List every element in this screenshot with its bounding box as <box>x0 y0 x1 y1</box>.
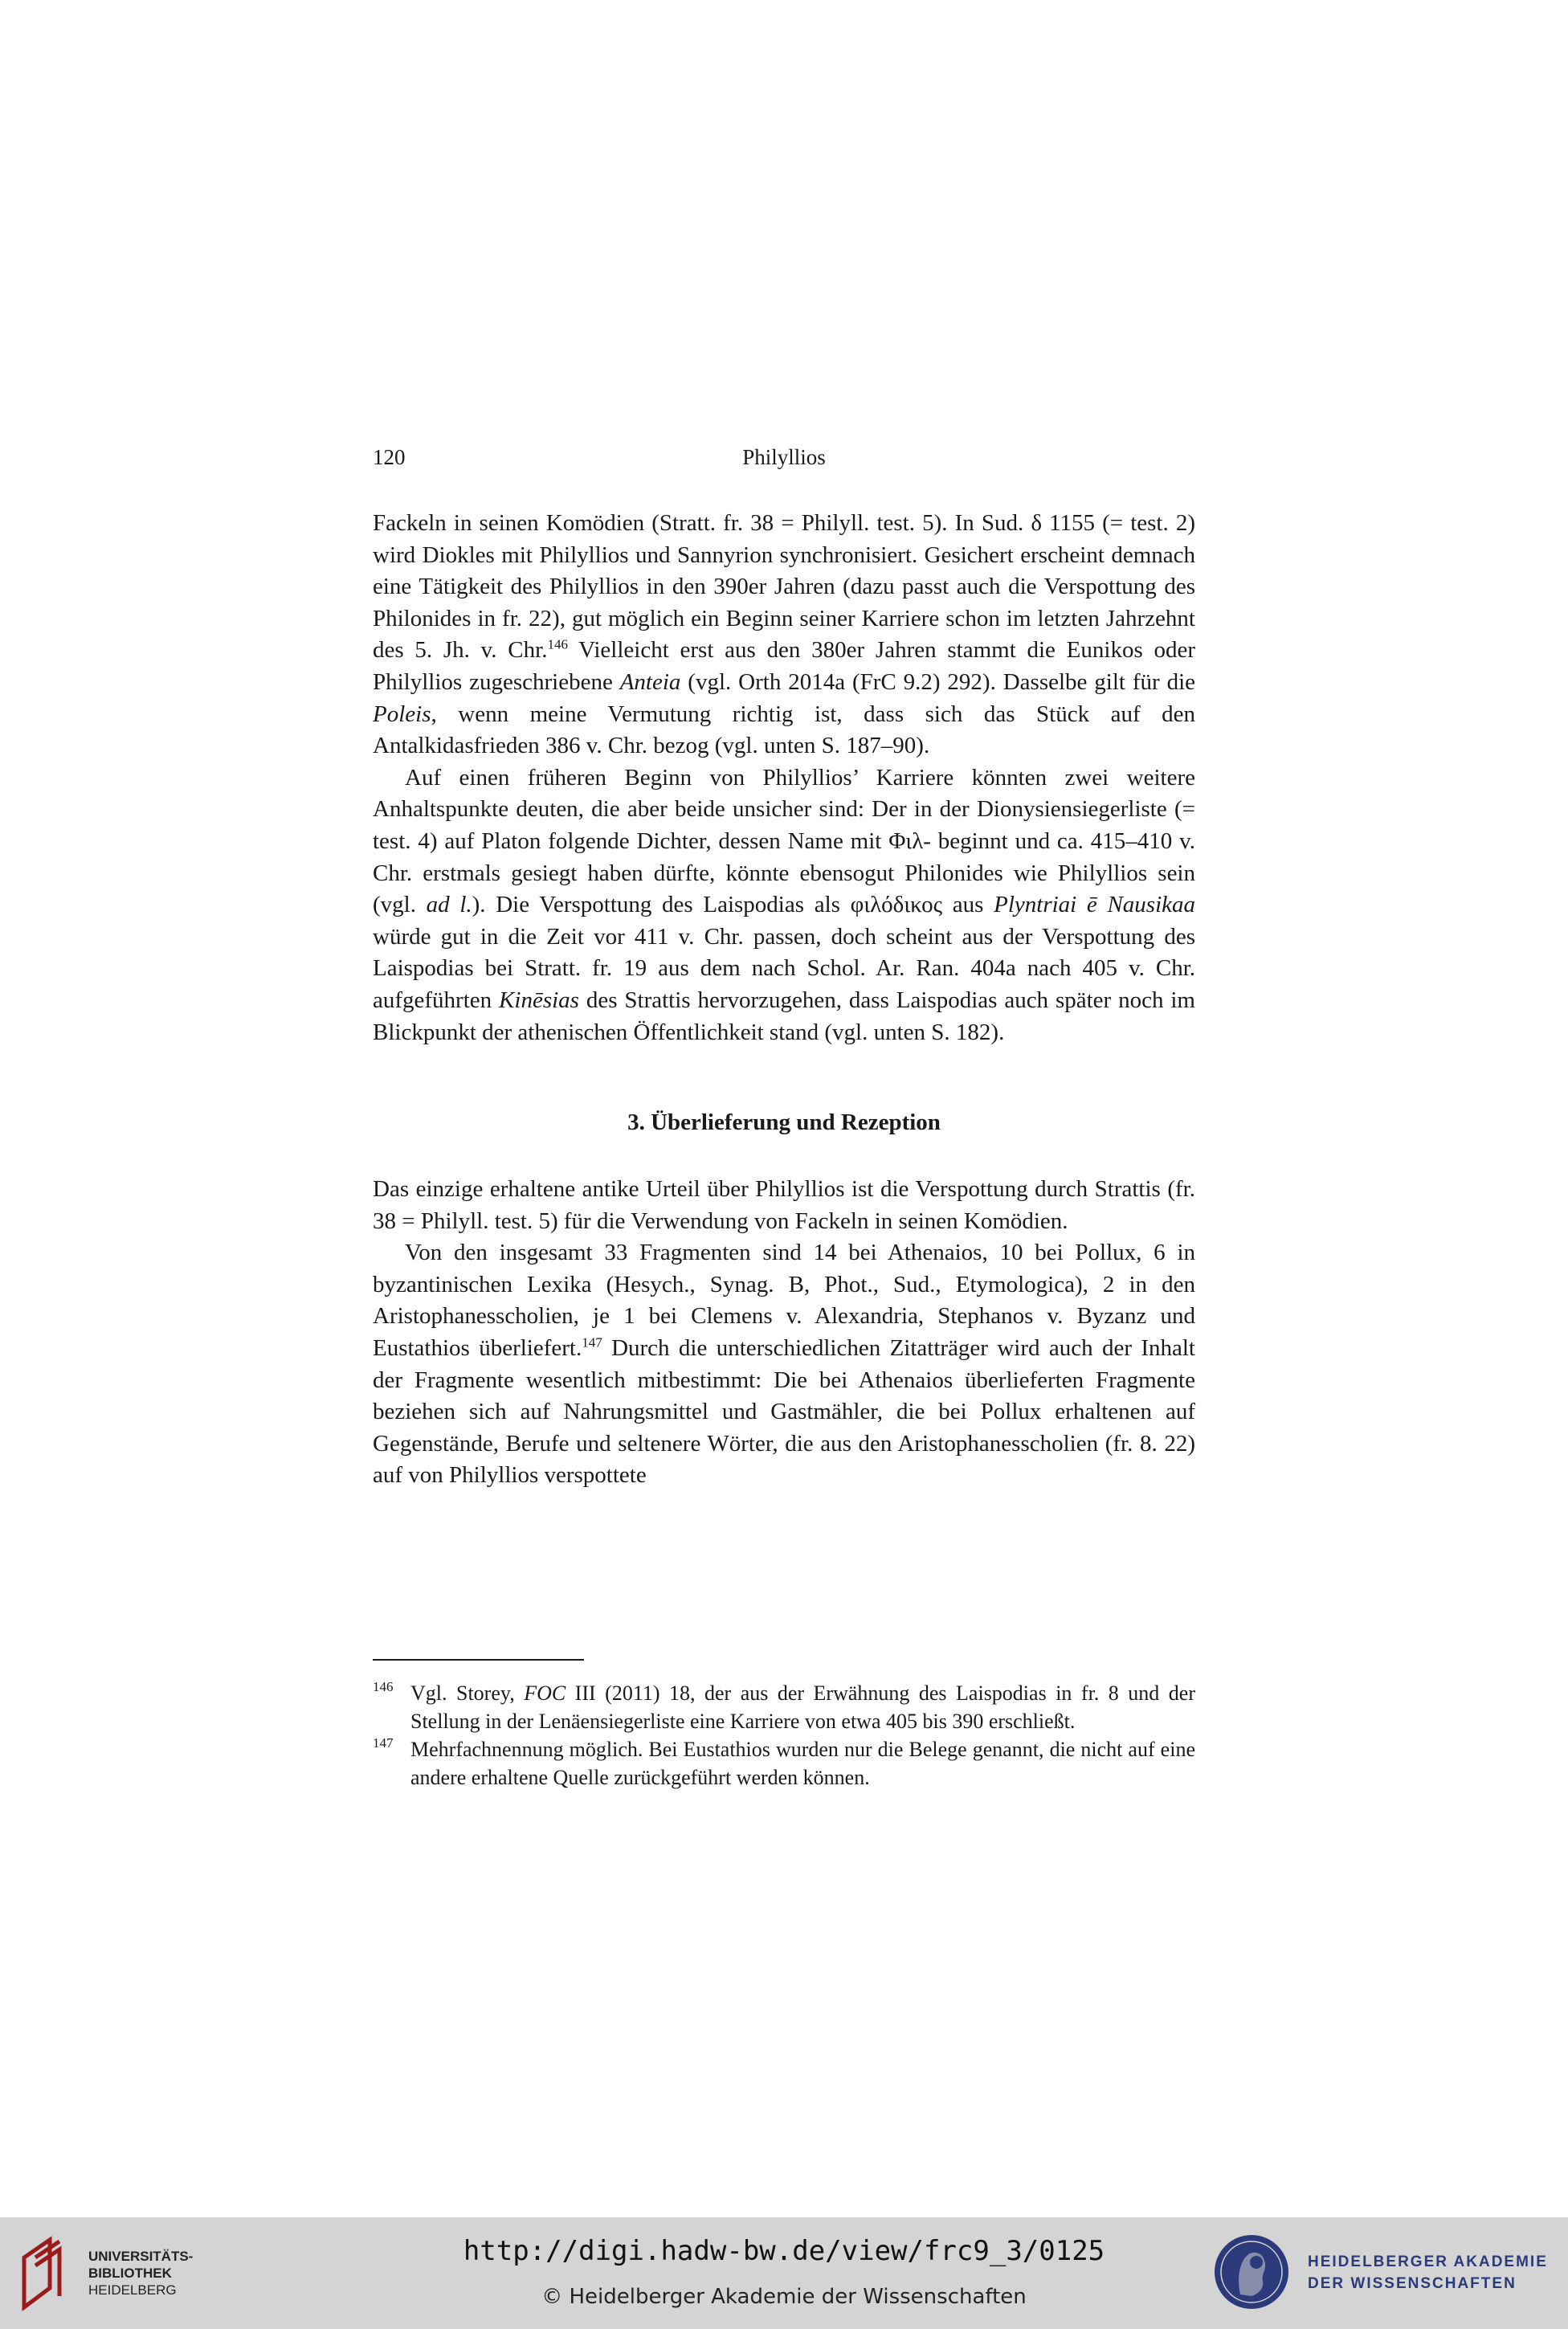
viewer-footer <box>0 2217 1568 2329</box>
footnote-number: 147 <box>373 1735 394 1751</box>
paragraph: Fackeln in seinen Komödien (Stratt. fr. 38 = Philyll. test. 5). In Sud. δ 1155 (= test. 2) wird Diokles mit Philyllios und Sannyrion synchronisiert. Gesichert erscheint demnach eine Tätigkeit des Philyllios in den 390er Jahren (dazu passt auch die Verspottung des Philonides in fr. 22), gut möglich ein Beginn seiner Karriere schon im letzten Jahrzehnt des 5. Jh. v. Chr.$^{146}$ Vielleicht erst aus den 380er Jahren stammt die Eunikos oder Philyllios zugeschriebene Anteia (vgl. Orth 2014a (FrC 9.2) 292). Dasselbe gilt für die Poleis, wenn meine Vermutung richtig ist, dass sich das Stück auf den Antalkidasfrieden 386 v. Chr. bezog (vgl. unten S. 187–90). <box>373 510 1196 759</box>
footnote-reference[interactable]: 147 <box>582 1334 602 1350</box>
library-name-line: UNIVERSITÄTS- <box>88 2249 194 2264</box>
footnote: 146 Vgl. Storey, FOC III (2011) 18, der aus der Erwähnung des Laispodias in fr. 8 und der Stellung in der Lenäensiegerliste eine Karriere von etwa 405 bis 390 erschließt. <box>373 1679 1195 1735</box>
footnote-reference[interactable]: 146 <box>547 636 568 652</box>
library-name-line: BIBLIOTHEK <box>88 2266 172 2281</box>
main-text <box>373 508 1195 1492</box>
footnote: 147 Mehrfachnennung möglich. Bei Eustathios wurden nur die Belege genannt, die nicht auf eine andere erhaltene Quelle zurückgeführt werden können. <box>373 1735 1195 1792</box>
permalink-url[interactable]: http://digi.hadw-bw.de/view/frc9_3/0125 <box>463 2235 1105 2267</box>
footnote-number: 146 <box>373 1679 394 1694</box>
page-number: 120 <box>373 445 406 469</box>
academy-seal-icon[interactable] <box>1211 2232 1292 2312</box>
academy-name: HEIDELBERGER AKADEMIE DER WISSENSCHAFTEN <box>1308 2253 1548 2292</box>
library-name-line: HEIDELBERG <box>88 2282 177 2298</box>
copyright-notice: © Heidelberger Akademie der Wissenschaften <box>541 2285 1027 2309</box>
running-head <box>373 445 1195 480</box>
paragraph: Von den insgesamt 33 Fragmenten sind 14 bei Athenaios, 10 bei Pollux, 6 in byzantinischen Lexika (Hesych., Synag. B, Phot., Sud., Etymologica), 2 in den Aristophanesscholien, je 1 bei Clemens v. Alexandria, Stephanos v. Byzanz und Eustathios überliefert.$^{147}$ Durch die unterschiedlichen Zitatträger wird auch der Inhalt der Fragmente wesentlich mitbestimmt: Die bei Athenaios überlieferten Fragmente beziehen sich auf Nahrungsmittel und Gastmähler, die bei Pollux erhaltenen auf Gegenstände, Berufe und seltenere Wörter, die aus den Aristophanesscholien (fr. 8. 22) auf von Philyllios verspottete <box>373 1240 1195 1489</box>
section-heading: 3. Überlieferung und Rezeption <box>627 1109 941 1136</box>
footnote-separator <box>373 1659 584 1661</box>
paragraph: Auf einen früheren Beginn von Philyllios’ Karriere könnten zwei weitere Anhaltspunkte deuten, die aber beide unsicher sind: Der in der Dionysiensiegerliste (= test. 4) auf Platon folgende Dichter, dessen Name mit Φιλ- beginnt und ca. 415–410 v. Chr. erstmals gesiegt haben dürfte, könnte ebensogut Philonides wie Philyllios sein (vgl. ad l.). Die Verspottung des Laispodias als φιλόδικος aus Plyntriai ē Nausikaa würde gut in die Zeit vor 411 v. Chr. passen, doch scheint aus der Verspottung des Laispodias bei Stratt. fr. 19 aus dem nach Schol. Ar. Ran. 404a nach 405 v. Chr. aufgeführten Kinēsias des Strattis hervorzugehen, dass Laispodias auch später noch im Blickpunkt der athenischen Öffentlichkeit stand (vgl. unten S. 182). <box>373 764 1195 1045</box>
running-title: Philyllios <box>742 445 826 469</box>
footnotes <box>373 1679 1195 1792</box>
paragraph: Das einzige erhaltene antike Urteil über Philyllios ist die Verspottung durch Strattis (fr. 38 = Philyll. test. 5) für die Verwendung von Fackeln in seinen Komödien. <box>373 1176 1195 1234</box>
